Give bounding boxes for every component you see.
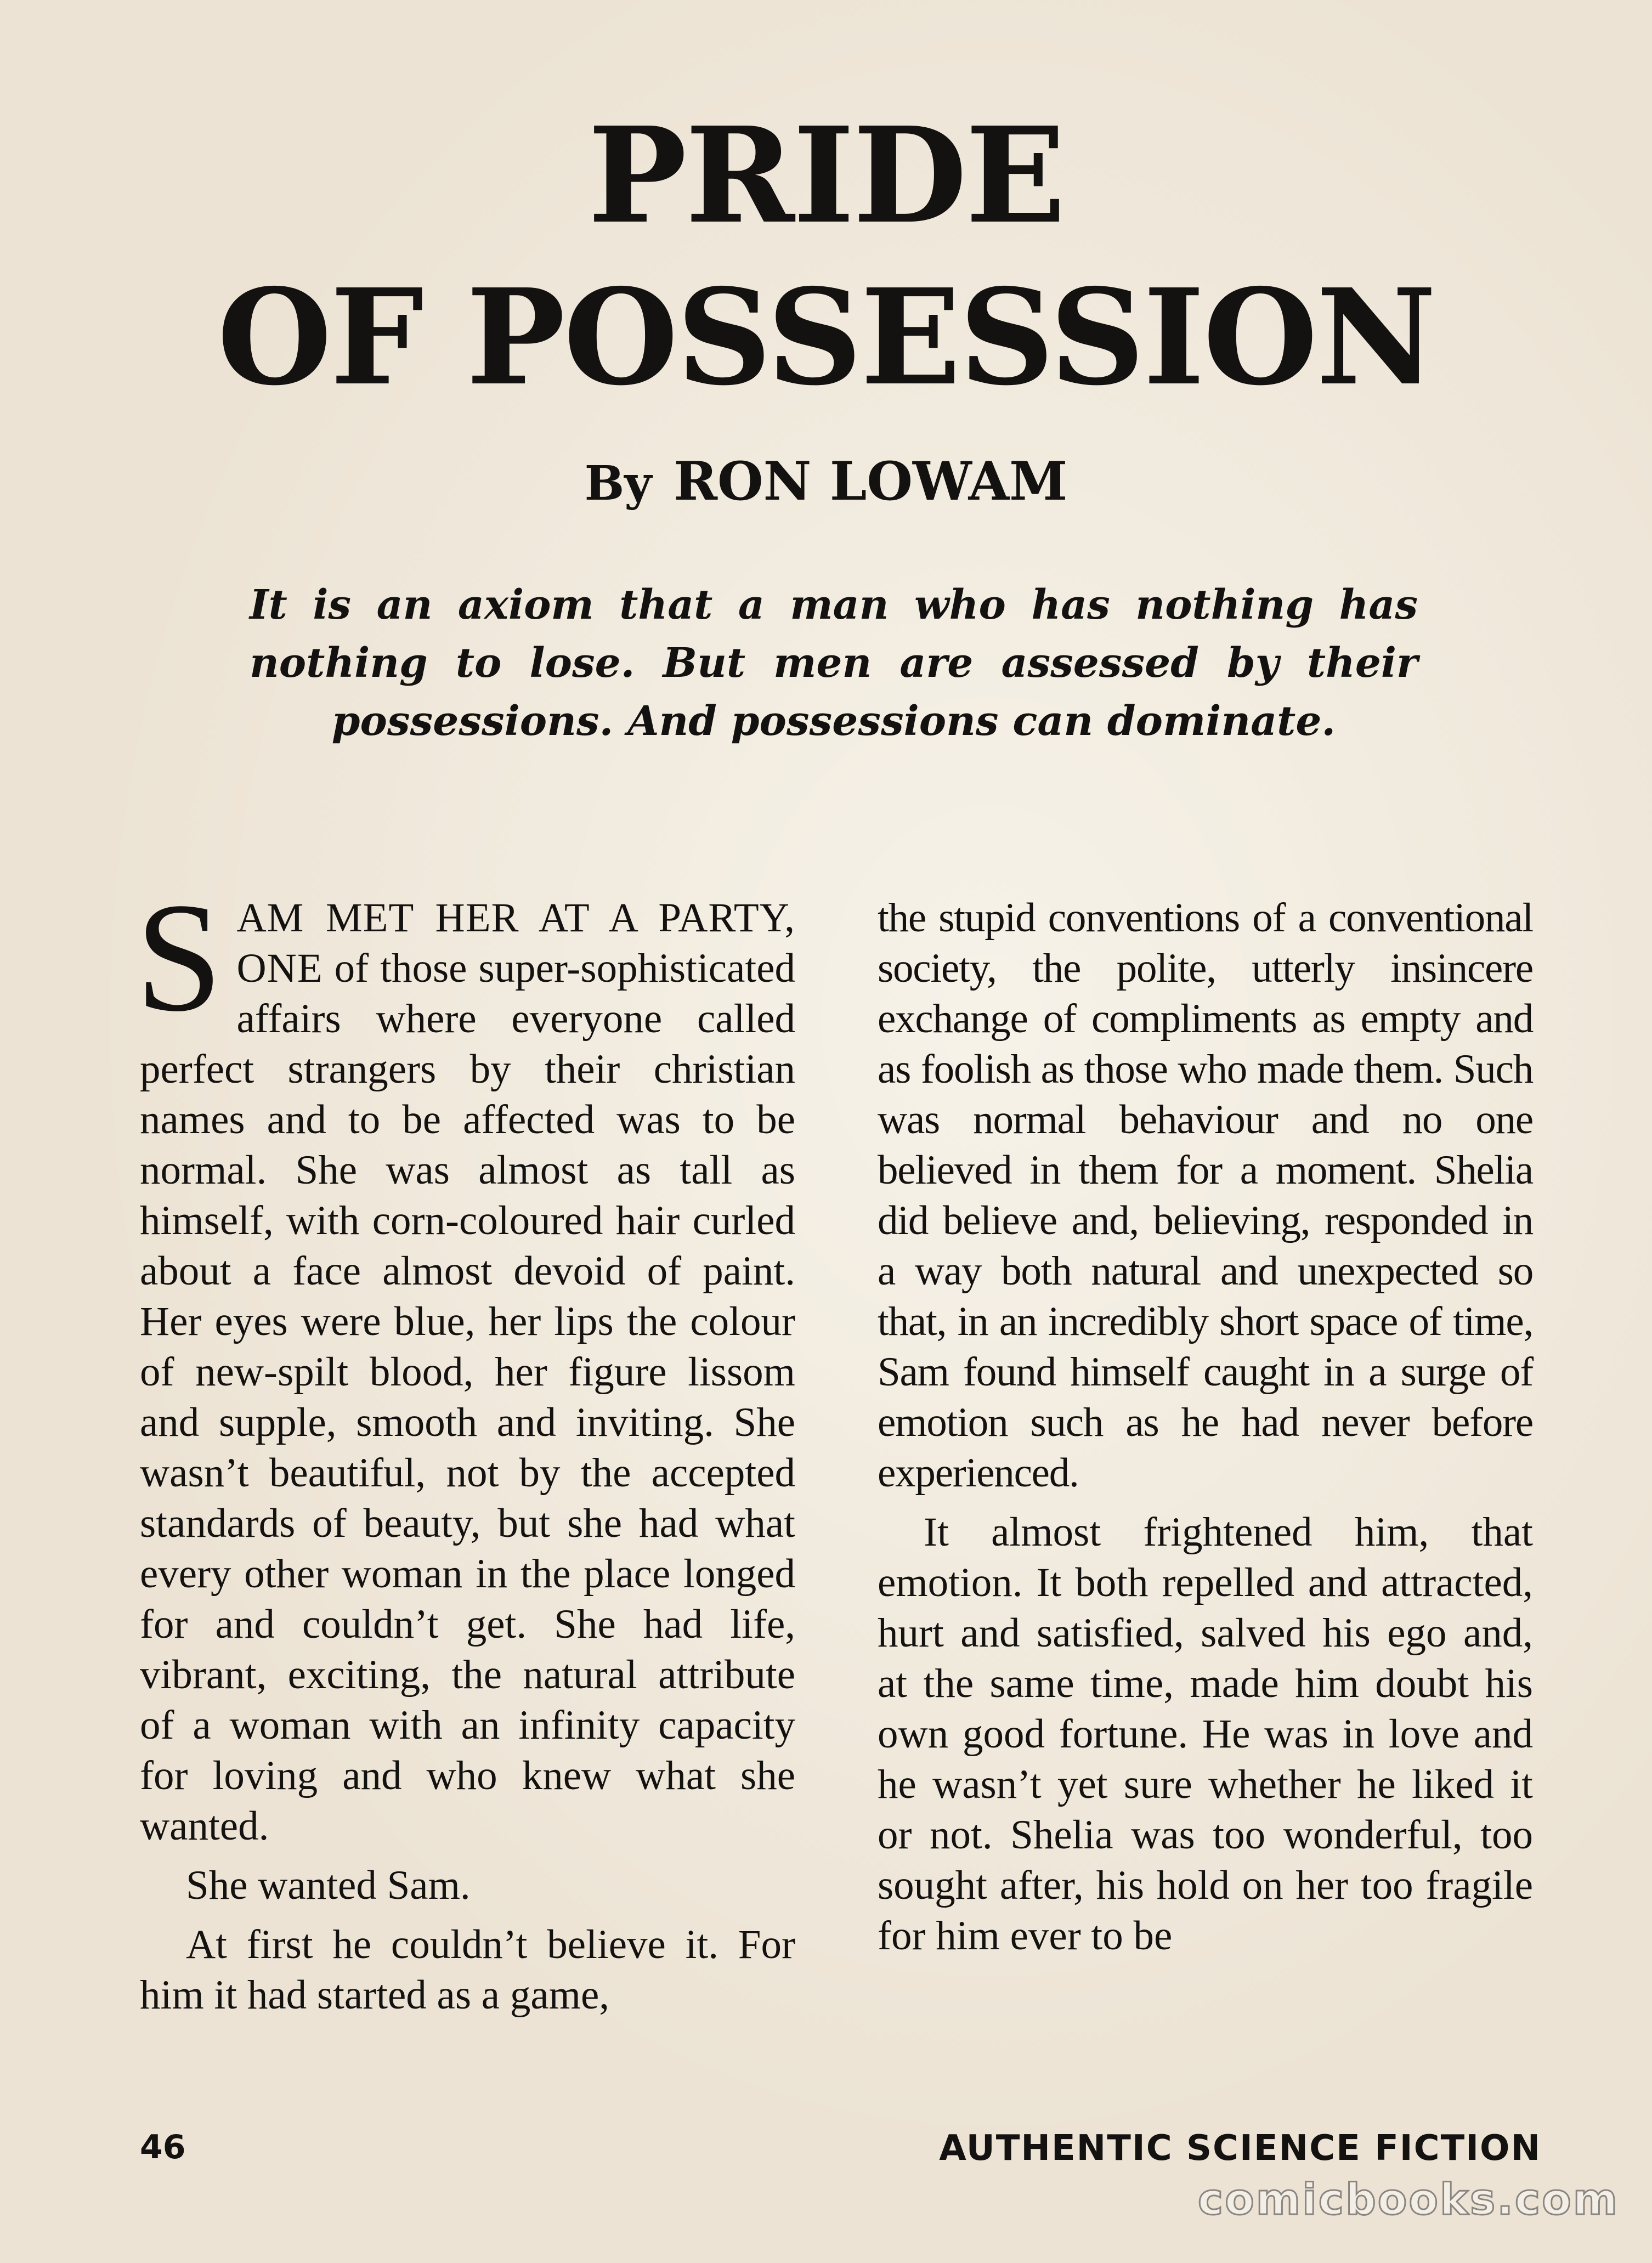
page-footer <box>140 2128 1541 2172</box>
byline-prefix: By <box>584 456 652 511</box>
story-title-line-1: PRIDE <box>587 98 1065 253</box>
story-title-line-2: OF POSSESSION <box>217 260 1435 415</box>
page-number: 46 <box>140 2128 186 2166</box>
paragraph-text: of those super-sophisticated affairs where everyone called perfect strangers by their christian names and to be affected was to be normal. She was almost as tall as himself, with corn-coloured hair curled about a face almost devoid of paint. Her eyes were blue, her lips the colour of new-spilt blood, her figure lissom and supple, smooth and inviting. She wasn’t beautiful, not by the accepted standards of beauty, but she had what every other woman in the place longed for and couldn’t get. She had life, vibrant, exciting, the natural attribute of a woman with an infinity capacity for loving and who knew what she wanted. <box>140 946 795 1849</box>
author-name: RON LOWAM <box>674 450 1068 512</box>
paragraph-opening <box>135 870 795 1852</box>
paragraph: the stupid conventions of a conventional society, the polite, utterly insincere exchange of compliments as empty and as foolish as those who made them. Such was normal behaviour and no one believed in them for a moment. Shelia did believe and, believing, responded in a way both natural and unexpected so that, in an incredibly short space of time, Sam found himself caught in a surge of emotion such as he had never before experienced. <box>878 895 1533 1496</box>
byline <box>110 450 1542 512</box>
paragraph: At first he couldn’t believe it. For him it had started as a game, <box>140 1922 795 2018</box>
drop-cap: S <box>135 870 223 1044</box>
opening-smallcaps: AM MET HER AT A PARTY, ONE <box>236 895 795 991</box>
text-column-right <box>878 893 1533 1961</box>
paragraph: It almost frightened him, that emotion. It both repelled and attracted, hurt and satisfied, salved his ego and, at the same time, made him doubt his own good fortune. He was in love and he wasn’t yet sure whether he liked it or not. Shelia was too wonderful, too sought after, his hold on her too fragile for him ever to be <box>878 1509 1533 1959</box>
text-column-left <box>135 870 795 2021</box>
paragraph: She wanted Sam. <box>186 1863 471 1908</box>
site-watermark: comicbooks.com <box>1197 2175 1619 2225</box>
story-intro: It is an axiom that a man who has nothing has nothing to lose. But men are assessed by their possessions. And possessions can dominate. <box>250 581 1418 745</box>
publication-title: AUTHENTIC SCIENCE FICTION <box>939 2128 1541 2169</box>
